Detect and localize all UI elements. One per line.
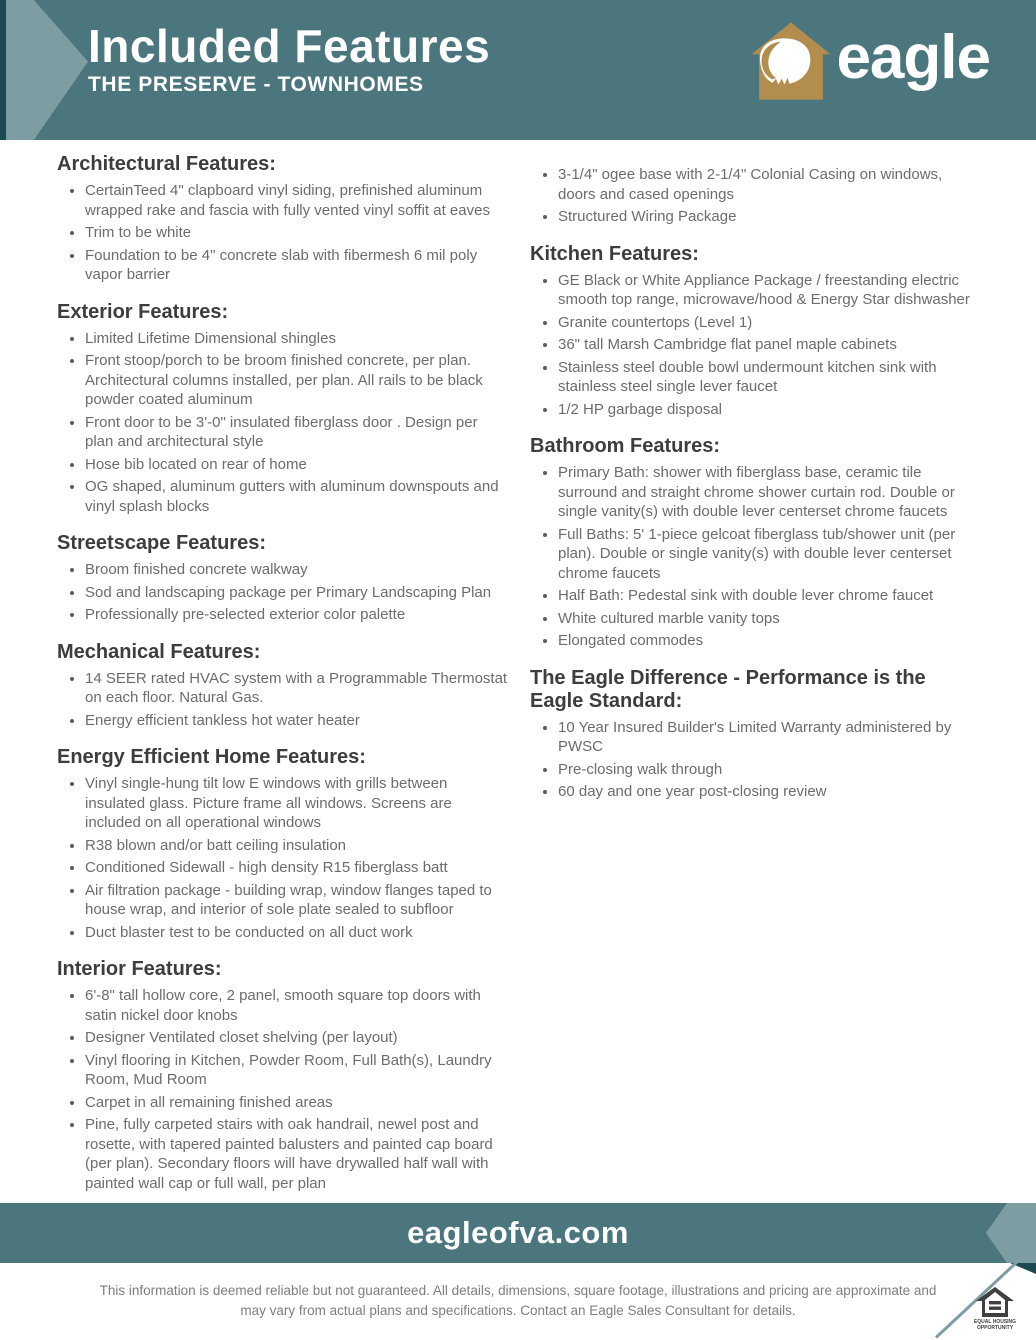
section-heading: The Eagle Difference - Performance is the Eagle Standard: (530, 666, 926, 712)
equal-housing-label: EQUAL HOUSING OPPORTUNITY (973, 1319, 1017, 1331)
feature-item: • Designer Ventilated closet shelving (per layout) (85, 1028, 509, 1048)
feature-item: • Full Baths: 5' 1-piece gelcoat fiberglass tub/shower unit (per plan). Double or single vanity(s) with double lever centerset chrome faucets (558, 525, 972, 584)
feature-item: • Energy efficient tankless hot water heater (85, 711, 509, 731)
section-heading: Kitchen Features: (530, 242, 699, 265)
feature-item: • CertainTeed 4" clapboard vinyl siding, prefinished aluminum wrapped rake and fascia with fully vented vinyl soffit at eaves (85, 181, 509, 220)
section-heading: Interior Features: (57, 958, 222, 980)
feature-item: • Conditioned Sidewall - high density R15 fiberglass batt (85, 858, 509, 878)
feature-item: • Carpet in all remaining finished areas (85, 1093, 509, 1113)
bullet-list (530, 165, 972, 227)
feature-item: • 10 Year Insured Builder's Limited Warranty administered by PWSC (558, 718, 972, 757)
feature-section (57, 641, 509, 731)
page-subtitle: THE PRESERVE - TOWNHOMES (88, 73, 424, 97)
feature-item: • Air filtration package - building wrap, window flanges taped to house wrap, and interior of sole plate sealed to subfloor (85, 881, 509, 920)
feature-item: • OG shaped, aluminum gutters with aluminum downspouts and vinyl splash blocks (85, 477, 509, 516)
feature-section (57, 153, 509, 285)
feature-item: • Granite countertops (Level 1) (558, 313, 972, 333)
bullet-list (57, 669, 509, 731)
section-heading: Mechanical Features: (57, 640, 261, 663)
feature-item: • Front door to be 3'-0" insulated fiberglass door . Design per plan and architectural style (85, 413, 509, 452)
bullet-list (57, 329, 509, 517)
feature-section (57, 301, 509, 517)
feature-item: • Elongated commodes (558, 631, 972, 651)
feature-section (57, 958, 509, 1193)
feature-item: • Professionally pre-selected exterior color palette (85, 605, 509, 625)
section-heading: Streetscape Features: (57, 532, 266, 554)
bullet-list (530, 271, 972, 420)
feature-section (530, 243, 972, 420)
feature-item: • 1/2 HP garbage disposal (558, 400, 972, 420)
feature-item: • R38 blown and/or batt ceiling insulation (85, 836, 509, 856)
feature-item: • 36" tall Marsh Cambridge flat panel maple cabinets (558, 335, 972, 355)
feature-item: • Front stoop/porch to be broom finished concrete, per plan. Architectural columns installed, per plan. All rails to be black powder coated aluminum (85, 351, 509, 410)
header-chevron-icon (6, 0, 88, 140)
feature-item: • Primary Bath: shower with fiberglass base, ceramic tile surround and straight chrome shower curtain rod. Double or single vanity(s) with double lever centerset chrome faucets (558, 463, 972, 522)
feature-item: • Sod and landscaping package per Primary Landscaping Plan (85, 583, 509, 603)
feature-item: • Vinyl single-hung tilt low E windows with grills between insulated glass. Picture frame all windows. Screens are included on all operational windows (85, 774, 509, 833)
bullet-list (57, 774, 509, 942)
page-title: Included Features (88, 20, 491, 72)
feature-section (57, 532, 509, 625)
eagle-logo-text: eagle (836, 23, 990, 92)
section-heading: Exterior Features: (57, 300, 229, 323)
feature-section (530, 667, 972, 802)
bullet-list (57, 560, 509, 625)
section-heading: Bathroom Features: (530, 435, 721, 457)
feature-item: • Broom finished concrete walkway (85, 560, 509, 580)
equal-housing-logo (972, 1286, 1018, 1331)
footer-band (0, 1203, 1036, 1263)
feature-item: • 60 day and one year post-closing review (558, 782, 972, 802)
feature-item: • Hose bib located on rear of home (85, 455, 509, 475)
feature-item: • Foundation to be 4" concrete slab with fibermesh 6 mil poly vapor barrier (85, 246, 509, 285)
feature-item: • Half Bath: Pedestal sink with double lever chrome faucet (558, 586, 972, 606)
section-heading: Architectural Features: (57, 153, 276, 175)
feature-item: • Pre-closing walk through (558, 760, 972, 780)
feature-item: • White cultured marble vanity tops (558, 609, 972, 629)
feature-item: • Vinyl flooring in Kitchen, Powder Room, Full Bath(s), Laundry Room, Mud Room (85, 1051, 509, 1090)
feature-item: • Pine, fully carpeted stairs with oak handrail, newel post and rosette, with tapered painted balusters and painted cap board (per plan). Secondary floors will have drywalled half wall with painted wall cap or full wall, per plan (85, 1115, 509, 1193)
eagle-logo (749, 20, 990, 102)
section-heading: Energy Efficient Home Features: (57, 746, 366, 768)
feature-item: • 3-1/4" ogee base with 2-1/4" Colonial Casing on windows, doors and cased openings (558, 165, 972, 204)
feature-item: • Structured Wiring Package (558, 207, 972, 227)
feature-item: • Stainless steel double bowl undermount kitchen sink with stainless steel single lever faucet (558, 358, 972, 397)
feature-section (530, 165, 972, 227)
eagle-house-icon (749, 20, 833, 102)
feature-section (530, 435, 972, 651)
feature-item: • 6'-8" tall hollow core, 2 panel, smooth square top doors with satin nickel door knobs (85, 986, 509, 1025)
bullet-list (530, 718, 972, 802)
features-right (530, 153, 972, 805)
feature-item: • Duct blaster test to be conducted on all duct work (85, 923, 509, 943)
feature-item: • 14 SEER rated HVAC system with a Programmable Thermostat on each floor. Natural Gas. (85, 669, 509, 708)
features-left (57, 153, 509, 1196)
title-block (88, 22, 490, 97)
feature-section (57, 746, 509, 942)
bullet-list (57, 986, 509, 1193)
website-text: eagleofva.com (407, 1215, 629, 1250)
feature-item: • GE Black or White Appliance Package / freestanding electric smooth top range, microwave/hood & Energy Star dishwasher (558, 271, 972, 310)
feature-item: • Limited Lifetime Dimensional shingles (85, 329, 509, 349)
disclaimer-text: This information is deemed reliable but not guaranteed. All details, dimensions, square footage, illustrations and pricing are approximate and may vary from actual plans and specifications. Contact an Eagle Sales Consultant for details. (99, 1283, 937, 1319)
header-dark-strip (0, 0, 6, 140)
bullet-list (530, 463, 972, 651)
header-banner (0, 0, 1036, 140)
feature-item: • Trim to be white (85, 223, 509, 243)
equal-housing-icon (975, 1286, 1015, 1318)
bullet-list (57, 181, 509, 285)
